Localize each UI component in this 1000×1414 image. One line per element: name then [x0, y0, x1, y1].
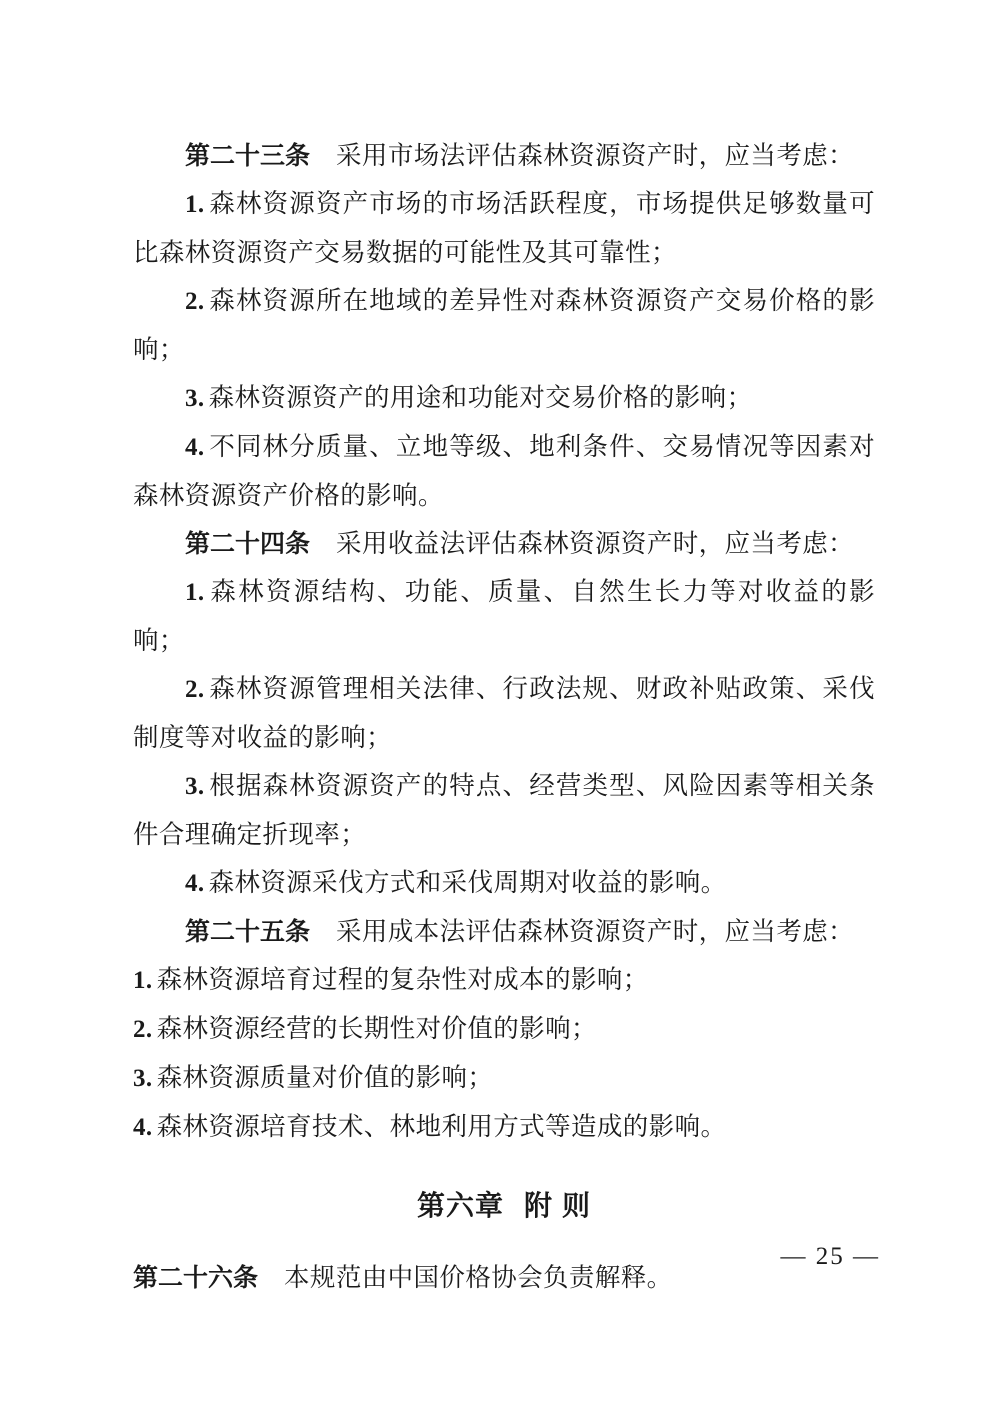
list-item-text: 根据森林资源资产的特点、经营类型、风险因素等相关条件合理确定折现率；	[133, 771, 875, 849]
chapter-title-char-2: 则	[562, 1189, 592, 1222]
chapter-number: 第六章	[416, 1189, 504, 1222]
list-marker: 1.	[133, 967, 153, 994]
article-25	[133, 908, 875, 956]
article-23-item-2	[133, 277, 875, 374]
list-item-text: 森林资源采伐方式和采伐周期对收益的影响。	[208, 868, 727, 897]
list-item-text: 森林资源经营的长期性对价值的影响；	[156, 1014, 597, 1043]
article-25-item-2	[133, 1005, 875, 1054]
list-marker: 4.	[133, 1114, 153, 1141]
list-marker: 2.	[185, 676, 205, 703]
chapter-6-heading	[133, 1182, 875, 1230]
article-24	[133, 520, 875, 568]
article-number: 第二十六条	[133, 1263, 259, 1292]
list-item-text: 森林资源培育技术、林地利用方式等造成的影响。	[156, 1112, 727, 1141]
page-number-footer: — 25 —	[780, 1243, 880, 1270]
article-23-item-3	[133, 374, 875, 423]
article-number: 第二十四条	[185, 529, 311, 558]
article-25-item-3	[133, 1054, 875, 1103]
list-item-text: 不同林分质量、立地等级、地利条件、交易情况等因素对森林资源资产价格的影响。	[133, 432, 875, 510]
list-marker: 3.	[133, 1065, 153, 1092]
article-24-item-4	[133, 859, 875, 908]
page-content	[133, 132, 875, 1302]
article-number: 第二十三条	[185, 141, 311, 170]
chapter-title-char-1: 附	[523, 1189, 553, 1222]
list-item-text: 森林资源培育过程的复杂性对成本的影响；	[156, 965, 649, 994]
article-23-item-4	[133, 423, 875, 520]
article-number: 第二十五条	[185, 917, 311, 946]
article-23	[133, 132, 875, 180]
article-25-item-1	[133, 956, 875, 1005]
list-item-text: 森林资源管理相关法律、行政法规、财政补贴政策、采伐制度等对收益的影响；	[133, 674, 875, 752]
article-24-item-2	[133, 665, 875, 762]
article-26	[133, 1254, 875, 1302]
list-item-text: 森林资源所在地域的差异性对森林资源资产交易价格的影响；	[133, 286, 875, 364]
list-marker: 1.	[185, 191, 205, 218]
list-marker: 2.	[185, 288, 205, 315]
list-item-text: 森林资源资产市场的市场活跃程度，市场提供足够数量可比森林资源资产交易数据的可能性及其可靠性；	[133, 189, 875, 267]
list-marker: 3.	[185, 773, 205, 800]
article-23-item-1	[133, 180, 875, 277]
list-marker: 2.	[133, 1016, 153, 1043]
list-marker: 4.	[185, 434, 205, 461]
chapter-heading-spacer-bottom	[133, 1230, 875, 1254]
list-item-text: 森林资源质量对价值的影响；	[156, 1063, 494, 1092]
article-body: 采用市场法评估森林资源资产时，应当考虑：	[336, 141, 855, 170]
list-marker: 1.	[185, 579, 205, 606]
list-marker: 3.	[185, 385, 205, 412]
article-body: 采用收益法评估森林资源资产时，应当考虑：	[336, 529, 855, 558]
list-item-text: 森林资源结构、功能、质量、自然生长力等对收益的影响；	[133, 577, 875, 655]
article-24-item-3	[133, 762, 875, 859]
chapter-heading-spacer-top	[133, 1152, 875, 1182]
article-24-item-1	[133, 568, 875, 665]
article-25-item-4	[133, 1103, 875, 1152]
article-body: 采用成本法评估森林资源资产时，应当考虑：	[336, 917, 855, 946]
list-marker: 4.	[185, 870, 205, 897]
list-item-text: 森林资源资产的用途和功能对交易价格的影响；	[208, 383, 753, 412]
article-body: 本规范由中国价格协会负责解释。	[284, 1263, 673, 1292]
